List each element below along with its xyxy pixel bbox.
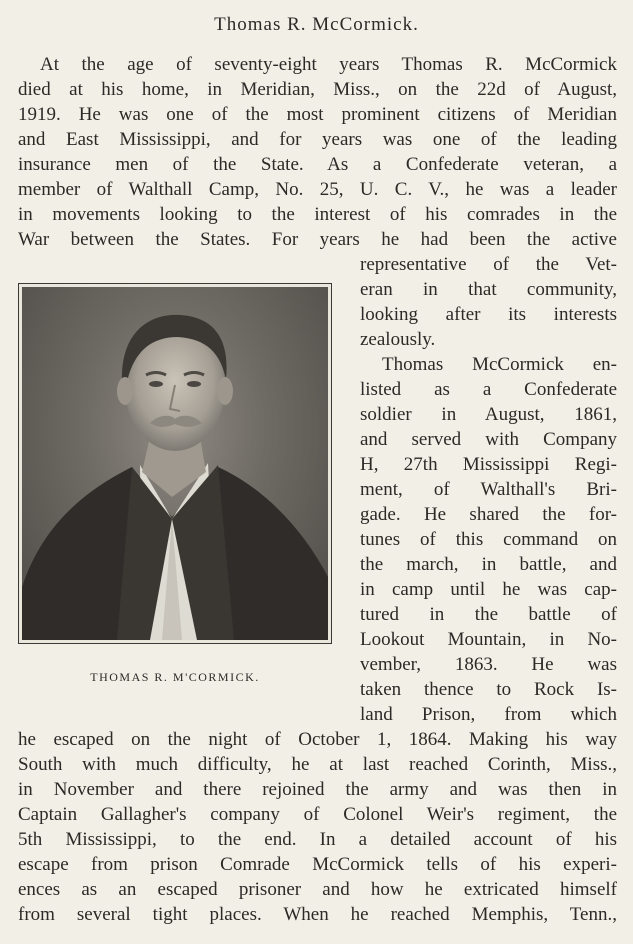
text-line: he escaped on the night of October 1, 1864. Making his way bbox=[18, 729, 617, 750]
text-line: War between the States. For years he had been the active bbox=[18, 229, 617, 250]
text-line: ment, of Walthall's Bri- bbox=[360, 479, 617, 500]
text-line: in camp until he was cap- bbox=[360, 579, 617, 600]
text-line: member of Walthall Camp, No. 25, U. C. V., he was a leader bbox=[18, 179, 617, 200]
text-line: zealously. bbox=[360, 329, 436, 350]
text-line: died at his home, in Meridian, Miss., on the 22d of August, bbox=[18, 79, 617, 100]
text-line: representative of the Vet- bbox=[360, 254, 617, 275]
text-line: land Prison, from which bbox=[360, 704, 617, 725]
portrait-photo bbox=[18, 283, 332, 644]
text-line: taken thence to Rock Is- bbox=[360, 679, 617, 700]
text-line: looking after its interests bbox=[360, 304, 617, 325]
text-line: H, 27th Mississippi Regi- bbox=[360, 454, 617, 475]
text-line: ences as an escaped prisoner and how he extricated himself bbox=[18, 879, 617, 900]
text-line: 5th Mississippi, to the end. In a detailed account of his bbox=[18, 829, 617, 850]
text-line: from several tight places. When he reached Memphis, Tenn., bbox=[18, 904, 617, 925]
portrait-image bbox=[22, 287, 328, 640]
text-line: South with much difficulty, he at last reached Corinth, Miss., bbox=[18, 754, 617, 775]
article-title: Thomas R. McCormick. bbox=[214, 14, 419, 35]
text-line: Lookout Mountain, in No- bbox=[360, 629, 617, 650]
text-line: tured in the battle of bbox=[360, 604, 617, 625]
photo-caption: THOMAS R. M'CORMICK. bbox=[90, 670, 260, 684]
text-line: 1919. He was one of the most prominent citizens of Meridian bbox=[18, 104, 617, 125]
text-line: Captain Gallagher's company of Colonel Weir's regiment, the bbox=[18, 804, 617, 825]
text-line: escape from prison Comrade McCormick tells of his experi- bbox=[18, 854, 617, 875]
text-line: insurance men of the State. As a Confederate veteran, a bbox=[18, 154, 617, 175]
text-line: and East Mississippi, and for years was one of the leading bbox=[18, 129, 617, 150]
text-line: listed as a Confederate bbox=[360, 379, 617, 400]
text-line: tunes of this command on bbox=[360, 529, 617, 550]
text-line: vember, 1863. He was bbox=[360, 654, 617, 675]
text-line: and served with Company bbox=[360, 429, 617, 450]
text-line: Thomas McCormick en- bbox=[382, 354, 617, 375]
text-line: soldier in August, 1861, bbox=[360, 404, 617, 425]
text-line: the march, in battle, and bbox=[360, 554, 617, 575]
text-line: in November and there rejoined the army and was then in bbox=[18, 779, 617, 800]
text-line: in movements looking to the interest of his comrades in the bbox=[18, 204, 617, 225]
text-line: At the age of seventy-eight years Thomas R. McCormick bbox=[40, 54, 617, 75]
text-line: gade. He shared the for- bbox=[360, 504, 617, 525]
text-line: eran in that community, bbox=[360, 279, 617, 300]
portrait-illustration bbox=[22, 287, 328, 640]
